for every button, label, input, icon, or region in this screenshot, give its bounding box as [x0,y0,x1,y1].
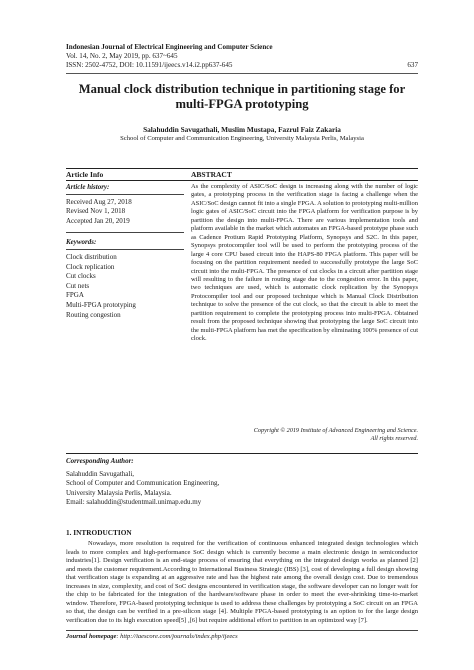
keywords-heading: Keywords: [66,238,184,250]
paper-title: Manual clock distribution technique in partitioning stage for multi-FPGA prototyping [78,82,406,111]
keyword: Cut nets [66,281,90,290]
history-heading: Article history: [66,183,184,195]
journal-name: Indonesian Journal of Electrical Engineering and Computer Science [66,43,273,51]
corresponding-university: University Malaysia Perlis, Malaysia. [66,488,172,497]
info-box-top-rule [66,168,418,169]
copyright-line: Copyright © 2019 Institute of Advanced Engineering and Science. [253,427,418,434]
running-header [66,43,418,70]
article-info [66,183,184,320]
history-accepted: Accepted Jan 20, 2019 [66,216,130,225]
abstract-text: As the complexity of ASIC/SoC design is increasing along with the number of logic gates, a prototyping process in the verification stage is facing a challenge when the ASIC/SoC design cannot fit into a single FPGA. A solution to prototyping multi-million logic gates of ASIC/SoC circuit into the FPGA platform for verification purpose is by partition the design into multi-FPGA. There are various implementation tools and platform available in the market which automates an FPGA-based prototype phase such as Cadence Protium Rapid Prototyping Platform, Synopsys and S2C. In this paper, Synopsys protocompiler tool will be used to perform the prototyping process of the large 4 core CPU based circuit into the HAPS-80 FPGA platform. This paper will be focusing on the partition requirement needed to successfully prototype the large SoC circuit into the multi-FPGA. The presence of cut clocks in a circuit after partition stage will resulting to the failure in routing stage due to the congestion error. In this paper, two techniques are used, which is automatic clock replication by the Synopsys Protocompiler tool and our proposed technique which is Manual Clock Distribution technique to solve the presence of the cut clock, so that the circuit is able to meet the partition requirement to complete the prototyping process into multi-FPGA. Obtained result from the proposed technique showing that prototyping the large SoC circuit into the multi-FPGA platform has met the specification by eliminating 100% presence of cut clock. [191,183,418,343]
volume-info: Vol. 14, No. 2, May 2019, pp. 637~645 [66,52,178,60]
issn-doi: ISSN: 2502-4752, DOI: 10.11591/ijeecs.v14.i2.pp637-645 [66,61,233,69]
footer [66,633,418,640]
keyword: Clock distribution [66,252,117,261]
footer-url[interactable]: : http://iaescore.com/journals/index.php/ijeecs [116,633,238,640]
abstract-heading: ABSTRACT [191,170,232,179]
keyword: Routing congestion [66,310,121,319]
corresponding-email: Email: salahuddin@studentmail.unimap.edu.my [66,498,202,507]
footer-label: Journal homepage [66,633,117,640]
corresponding-name: Salahuddin Savugathali, [66,469,135,478]
introduction-heading: 1. INTRODUCTION [66,528,132,537]
affiliation: School of Computer and Communication Engineering, University Malaysia Perlis, Malaysia [120,135,364,142]
corresponding-author [66,457,418,508]
introduction-text: Nowadays, more resolution is required for the verification of continuous enhanced integrated design technologies which leads to more complex and high-performance SoC design which is currently become a main electronic design in semiconductor industries[1]. Design verification is an end-stage process of ensuring that everything on the integrated design works as planned [2] and meets the customer requirement.According to International Business Strategic (IBS) [3], cost of developing a full design showing that verification stage is expanding at an aggressive rate and has the highest rate among the overall design cost. Due to tremendous increases in size, complexity, and cost of SoC designs encountered in verification stage, the software developer can no longer wait for the chip to be fabricated for the integration of the hardware/software phase in order to meet the ever-shrinking time-to-market window. Therefore, FPGA-based prototyping technique is used to address these challenges by prototyping a SoC circuit on an FPGA so that, the design can be verified in a pre-silicon stage [4]. Multiple FPGA-based prototyping is an option to for the large design verification due to its high execution speed[5] ,[6] but require additional effort to partition in an optimized way [7]. [66,540,418,624]
authors: Salahuddin Savugathali, Muslim Mustapa, Fazrul Faiz Zakaria [143,125,341,134]
history-received: Received Aug 27, 2018 [66,197,132,206]
corresponding-heading: Corresponding Author: [66,457,134,465]
header-rule [66,73,418,74]
info-box-bottom-rule [66,453,418,454]
keyword: FPGA [66,291,84,300]
keyword: Clock replication [66,262,115,271]
keyword: Multi-FPGA prototyping [66,300,136,309]
article-info-heading: Article Info [66,170,104,179]
footer-rule [66,630,418,631]
keyword: Cut clocks [66,272,96,281]
info-divider [66,232,184,233]
copyright [191,427,418,444]
info-box-mid-rule [66,180,418,181]
page-number: 637 [407,61,418,69]
rights-line: All rights reserved. [370,435,418,443]
corresponding-school: School of Computer and Communication Engineering, [66,479,220,488]
history-revised: Revised Nov 1, 2018 [66,207,126,216]
